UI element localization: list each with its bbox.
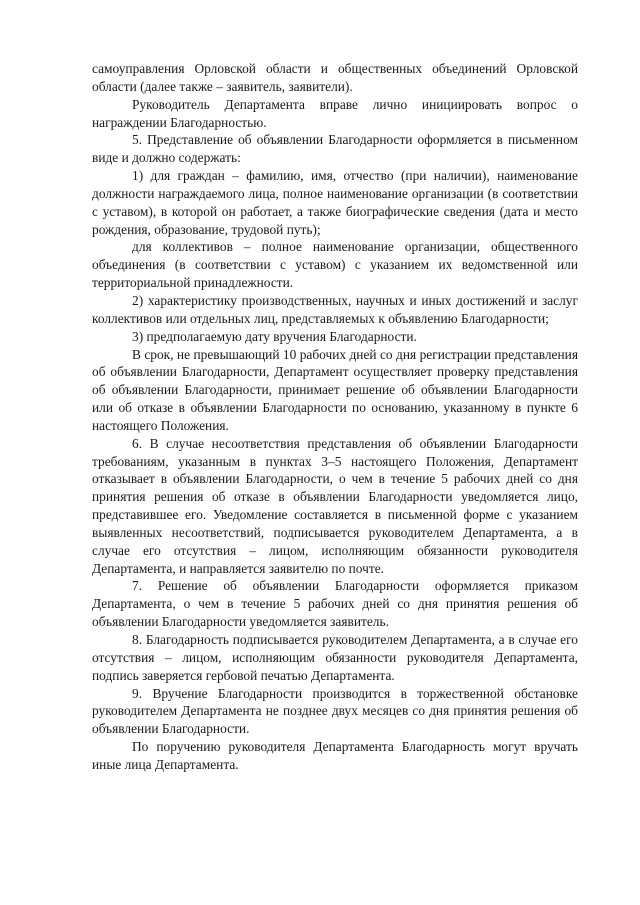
paragraph-clause-8: 8. Благодарность подписывается руководителем Департамента, а в случае его отсутствия – лицом, исполняющим обязанности руководителя Департамента, подпись заверяется гербовой печатью Департамента. bbox=[92, 632, 578, 683]
paragraph-clause-7: 7. Решение об объявлении Благодарности оформляется приказом Департамента, о чем в течение 5 рабочих дней со дня принятия решения об объявлении Благодарности уведомляется заявитель. bbox=[92, 578, 578, 630]
paragraph-clause-5-item-3: 3) предполагаемую дату вручения Благодарности. bbox=[132, 328, 417, 344]
paragraph-clause-6: 6. В случае несоответствия представления об объявлении Благодарности требованиям, указанным в пунктах 3–5 настоящего Положения, Департамент отказывает в объявлении Благодарности, о чем в течение 5 рабочих дней со дня принятия решения об отказе в объявлении Благодарности уведомляется лицо, представившее его. Уведомление составляется в письменной форме с указанием выявленных несоответствий, подписывается руководителем Департамента, а в случае его отсутствия – лицом, исполняющим обязанности руководителя Департамента, и направляется заявителю по почте. bbox=[92, 435, 578, 576]
paragraph-continuation: самоуправления Орловской области и общественных объединений Орловской области (далее также – заявитель, заявители). bbox=[92, 61, 578, 94]
paragraph-clause-5-item-1: 1) для граждан – фамилию, имя, отчество (при наличии), наименование должности награждаемого лица, полное наименование организации (в соответствии с уставом), в которой он работает, а также биографические сведения (дата и место рождения, образование, трудовой путь); bbox=[92, 168, 578, 237]
document-body bbox=[92, 60, 578, 774]
paragraph-initiative: Руководитель Департамента вправе лично инициировать вопрос о награждении Благодарностью. bbox=[92, 96, 578, 130]
paragraph-clause-9: 9. Вручение Благодарности производится в торжественной обстановке руководителем Департамента не позднее двух месяцев со дня принятия решения об объявлении Благодарности. bbox=[92, 685, 578, 737]
paragraph-delegation: По поручению руководителя Департамента Благодарность могут вручать иные лица Департамента. bbox=[92, 739, 578, 772]
paragraph-review-term: В срок, не превышающий 10 рабочих дней со дня регистрации представления об объявлении Благодарности, Департамент осуществляет проверку представления об объявлении Благодарности, принимает решение об объявлении Благодарности или об отказе в объявлении Благодарности по основанию, указанному в пункте 6 настоящего Положения. bbox=[92, 346, 578, 433]
paragraph-clause-5-collectives: для коллективов – полное наименование организации, общественного объединения (в соответствии с уставом) с указанием их ведомственной или территориальной принадлежности. bbox=[92, 239, 578, 291]
paragraph-clause-5: 5. Представление об объявлении Благодарности оформляется в письменном виде и должно содержать: bbox=[92, 132, 578, 166]
paragraph-clause-5-item-2: 2) характеристику производственных, научных и иных достижений и заслуг коллективов или отдельных лиц, представляемых к объявлению Благодарности; bbox=[92, 292, 578, 326]
